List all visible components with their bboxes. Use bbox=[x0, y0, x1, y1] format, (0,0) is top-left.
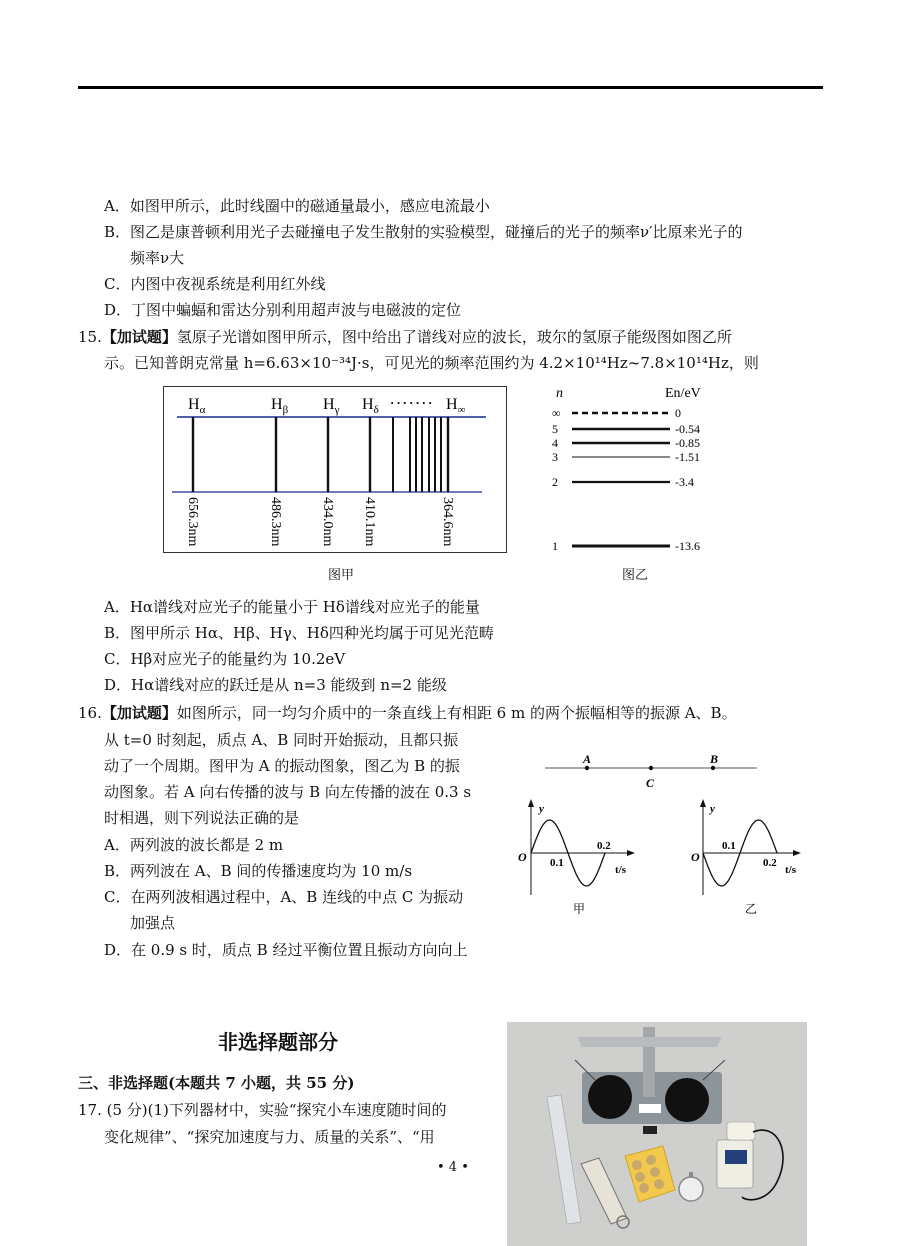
spectral-line-subscript: β bbox=[282, 404, 289, 416]
spectral-line-label: $H_\infty$ bbox=[446, 396, 466, 416]
q15-option-b: B．图甲所示 Hα、Hβ、Hγ、Hδ四种光均属于可见光范畴 bbox=[104, 624, 494, 642]
energy-level-value: -1.51 bbox=[675, 450, 700, 464]
energy-level-n: 3 bbox=[552, 450, 558, 464]
graph-a-y-arrow-icon bbox=[528, 799, 534, 807]
q16-option-d: D．在 0.9 s 时，质点 B 经过平衡位置且振动方向向上 bbox=[104, 941, 468, 959]
q15-stem-text: 氢原子光谱如图甲所示，图中给出了谱线对应的波长，玻尔的氢原子能级图如图乙所 bbox=[176, 328, 732, 346]
q15-option-c: C．Hβ对应光子的能量约为 10.2eV bbox=[104, 650, 346, 668]
q15-tag: 【加试题】 bbox=[101, 328, 177, 346]
spectral-line-label: $H_\alpha$ bbox=[188, 396, 206, 416]
point-b-label: B bbox=[710, 752, 719, 766]
graph-b-origin: O bbox=[691, 850, 700, 864]
q14-option-b-line1: B．图乙是康普顿利用光子去碰撞电子发生散射的实验模型，碰撞后的光子的频率ν′比原来光子的 bbox=[104, 223, 743, 241]
graph-a bbox=[518, 799, 635, 916]
q16-stem-line: 动了一个周期。图甲为 A 的振动图象，图乙为 B 的振 bbox=[104, 757, 460, 775]
q16-option-b: B．两列波在 A、B 间的传播速度均为 10 m/s bbox=[104, 862, 413, 880]
graph-b-tick-1: 0.1 bbox=[722, 840, 736, 852]
q16-stem-text: 如图所示，同一均匀介质中的一条直线上有相距 6 m 的两个振幅相等的振源 A、B。 bbox=[176, 704, 737, 722]
page-number: • 4 • bbox=[437, 1160, 469, 1175]
balance-icon bbox=[575, 1027, 725, 1134]
spectrum-caption: 图甲 bbox=[328, 568, 355, 583]
energy-level-n: 1 bbox=[552, 539, 558, 553]
wavelength-label: 656.3nm bbox=[185, 497, 200, 547]
q16-stem-line: 时相遇，则下列说法正确的是 bbox=[104, 809, 300, 827]
spectral-dots: ······· bbox=[390, 395, 435, 410]
q14-option-c: C．内图中夜视系统是利用红外线 bbox=[104, 275, 326, 293]
apparatus-photo-svg bbox=[507, 1022, 807, 1246]
energy-level-value: -0.85 bbox=[675, 436, 700, 450]
graph-b-caption: 乙 bbox=[745, 902, 758, 916]
energy-level-value: -3.4 bbox=[675, 475, 694, 489]
graph-b-t-label: t/s bbox=[785, 864, 796, 876]
q16-number: 16. bbox=[78, 704, 102, 722]
energy-level-n: 5 bbox=[552, 422, 558, 436]
graph-b-tick-2: 0.2 bbox=[763, 857, 777, 869]
energy-level-n: ∞ bbox=[552, 406, 561, 420]
n-axis-label: n bbox=[556, 386, 563, 401]
section-heading bbox=[78, 1070, 354, 1096]
graph-b-y-label: y bbox=[710, 803, 715, 815]
spectral-line-subscript: α bbox=[199, 404, 206, 416]
spectral-line-subscript: γ bbox=[334, 404, 340, 416]
graph-a-tick-2: 0.2 bbox=[597, 840, 611, 852]
spectrum-figure bbox=[163, 386, 507, 553]
q15-option-d: D．Hα谱线对应的跃迁是从 n=3 能级到 n=2 能级 bbox=[104, 676, 447, 694]
energy-level-value: 0 bbox=[675, 406, 681, 420]
q15-stem-line1 bbox=[78, 324, 732, 350]
q16-stem-line: 从 t=0 时刻起，质点 A、B 同时开始振动，且都只振 bbox=[104, 731, 459, 749]
graph-a-y-label: y bbox=[539, 803, 544, 815]
energy-level-n: 4 bbox=[552, 436, 558, 450]
point-c-label: C bbox=[646, 776, 655, 790]
point-b-dot bbox=[711, 766, 715, 770]
q14-option-b-line2: 频率ν大 bbox=[130, 249, 185, 267]
graph-b-t-arrow-icon bbox=[793, 850, 801, 856]
q17-line1: 17. (5 分)(1)下列器材中，实验“探究小车速度随时间的 bbox=[78, 1101, 447, 1119]
energy-level-value: -0.54 bbox=[675, 422, 700, 436]
wavelength-label: 410.1nm bbox=[362, 497, 377, 547]
q15-number: 15. bbox=[78, 328, 102, 346]
apparatus-photo bbox=[507, 1022, 807, 1246]
spectral-line-label: $H_\gamma$ bbox=[323, 396, 340, 416]
spectral-line-label: $H_\beta$ bbox=[271, 396, 289, 416]
wavelength-label: 364.6nm bbox=[440, 497, 455, 547]
q16-stem-line1 bbox=[78, 700, 737, 726]
spectral-line-subscript: δ bbox=[373, 404, 379, 416]
graph-a-tick-1: 0.1 bbox=[550, 857, 564, 869]
q14-option-d: D．丁图中蝙蝠和雷达分别利用超声波与电磁波的定位 bbox=[104, 301, 462, 319]
point-a-dot bbox=[585, 766, 589, 770]
q17-line2: 变化规律”、“探究加速度与力、质量的关系”、“用 bbox=[104, 1128, 435, 1146]
graph-a-caption: 甲 bbox=[573, 902, 586, 916]
section-heading-note: (本题共 7 小题，共 55 分) bbox=[168, 1074, 355, 1092]
point-c-dot bbox=[649, 766, 653, 770]
q16-option-c: C．在两列波相遇过程中，A、B 连线的中点 C 为振动 bbox=[104, 888, 464, 906]
spectral-line-subscript: ∞ bbox=[457, 404, 466, 416]
q16-option-a: A．两列波的波长都是 2 m bbox=[104, 836, 284, 854]
section-title: 非选择题部分 bbox=[218, 1030, 338, 1054]
energy-level-value: -13.6 bbox=[675, 539, 700, 553]
q15-stem-line2: 示。已知普朗克常量 h=6.63×10⁻³⁴J·s，可见光的频率范围约为 4.2×10¹⁴Hz~7.8×10¹⁴Hz，则 bbox=[104, 354, 759, 372]
q14-option-a: A．如图甲所示，此时线圈中的磁通量最小，感应电流最小 bbox=[104, 197, 490, 215]
energy-level-diagram bbox=[530, 382, 740, 562]
wavelength-label: 486.3nm bbox=[268, 497, 283, 547]
section-heading-bold: 三、非选择题 bbox=[78, 1074, 169, 1092]
energy-level-n: 2 bbox=[552, 475, 558, 489]
q16-stem-line: 动图象。若 A 向右传播的波与 B 向左传播的波在 0.3 s bbox=[104, 783, 472, 801]
q15-option-a: A．Hα谱线对应光子的能量小于 Hδ谱线对应光子的能量 bbox=[104, 598, 480, 616]
spectral-line-label: $H_\delta$ bbox=[362, 396, 379, 416]
q16-option-c-cont: 加强点 bbox=[130, 914, 176, 932]
spectrum-svg bbox=[164, 387, 505, 551]
wave-figure bbox=[505, 745, 815, 925]
graph-a-t-arrow-icon bbox=[627, 850, 635, 856]
energy-axis-label: En/eV bbox=[665, 386, 701, 401]
q16-tag: 【加试题】 bbox=[101, 704, 177, 722]
graph-b bbox=[691, 799, 801, 916]
header-rule bbox=[78, 86, 823, 89]
energy-level-caption: 图乙 bbox=[622, 568, 649, 583]
wavelength-label: 434.0nm bbox=[320, 497, 335, 547]
graph-a-t-label: t/s bbox=[615, 864, 626, 876]
point-a-label: A bbox=[583, 752, 592, 766]
graph-a-origin: O bbox=[518, 850, 527, 864]
graph-b-y-arrow-icon bbox=[700, 799, 706, 807]
